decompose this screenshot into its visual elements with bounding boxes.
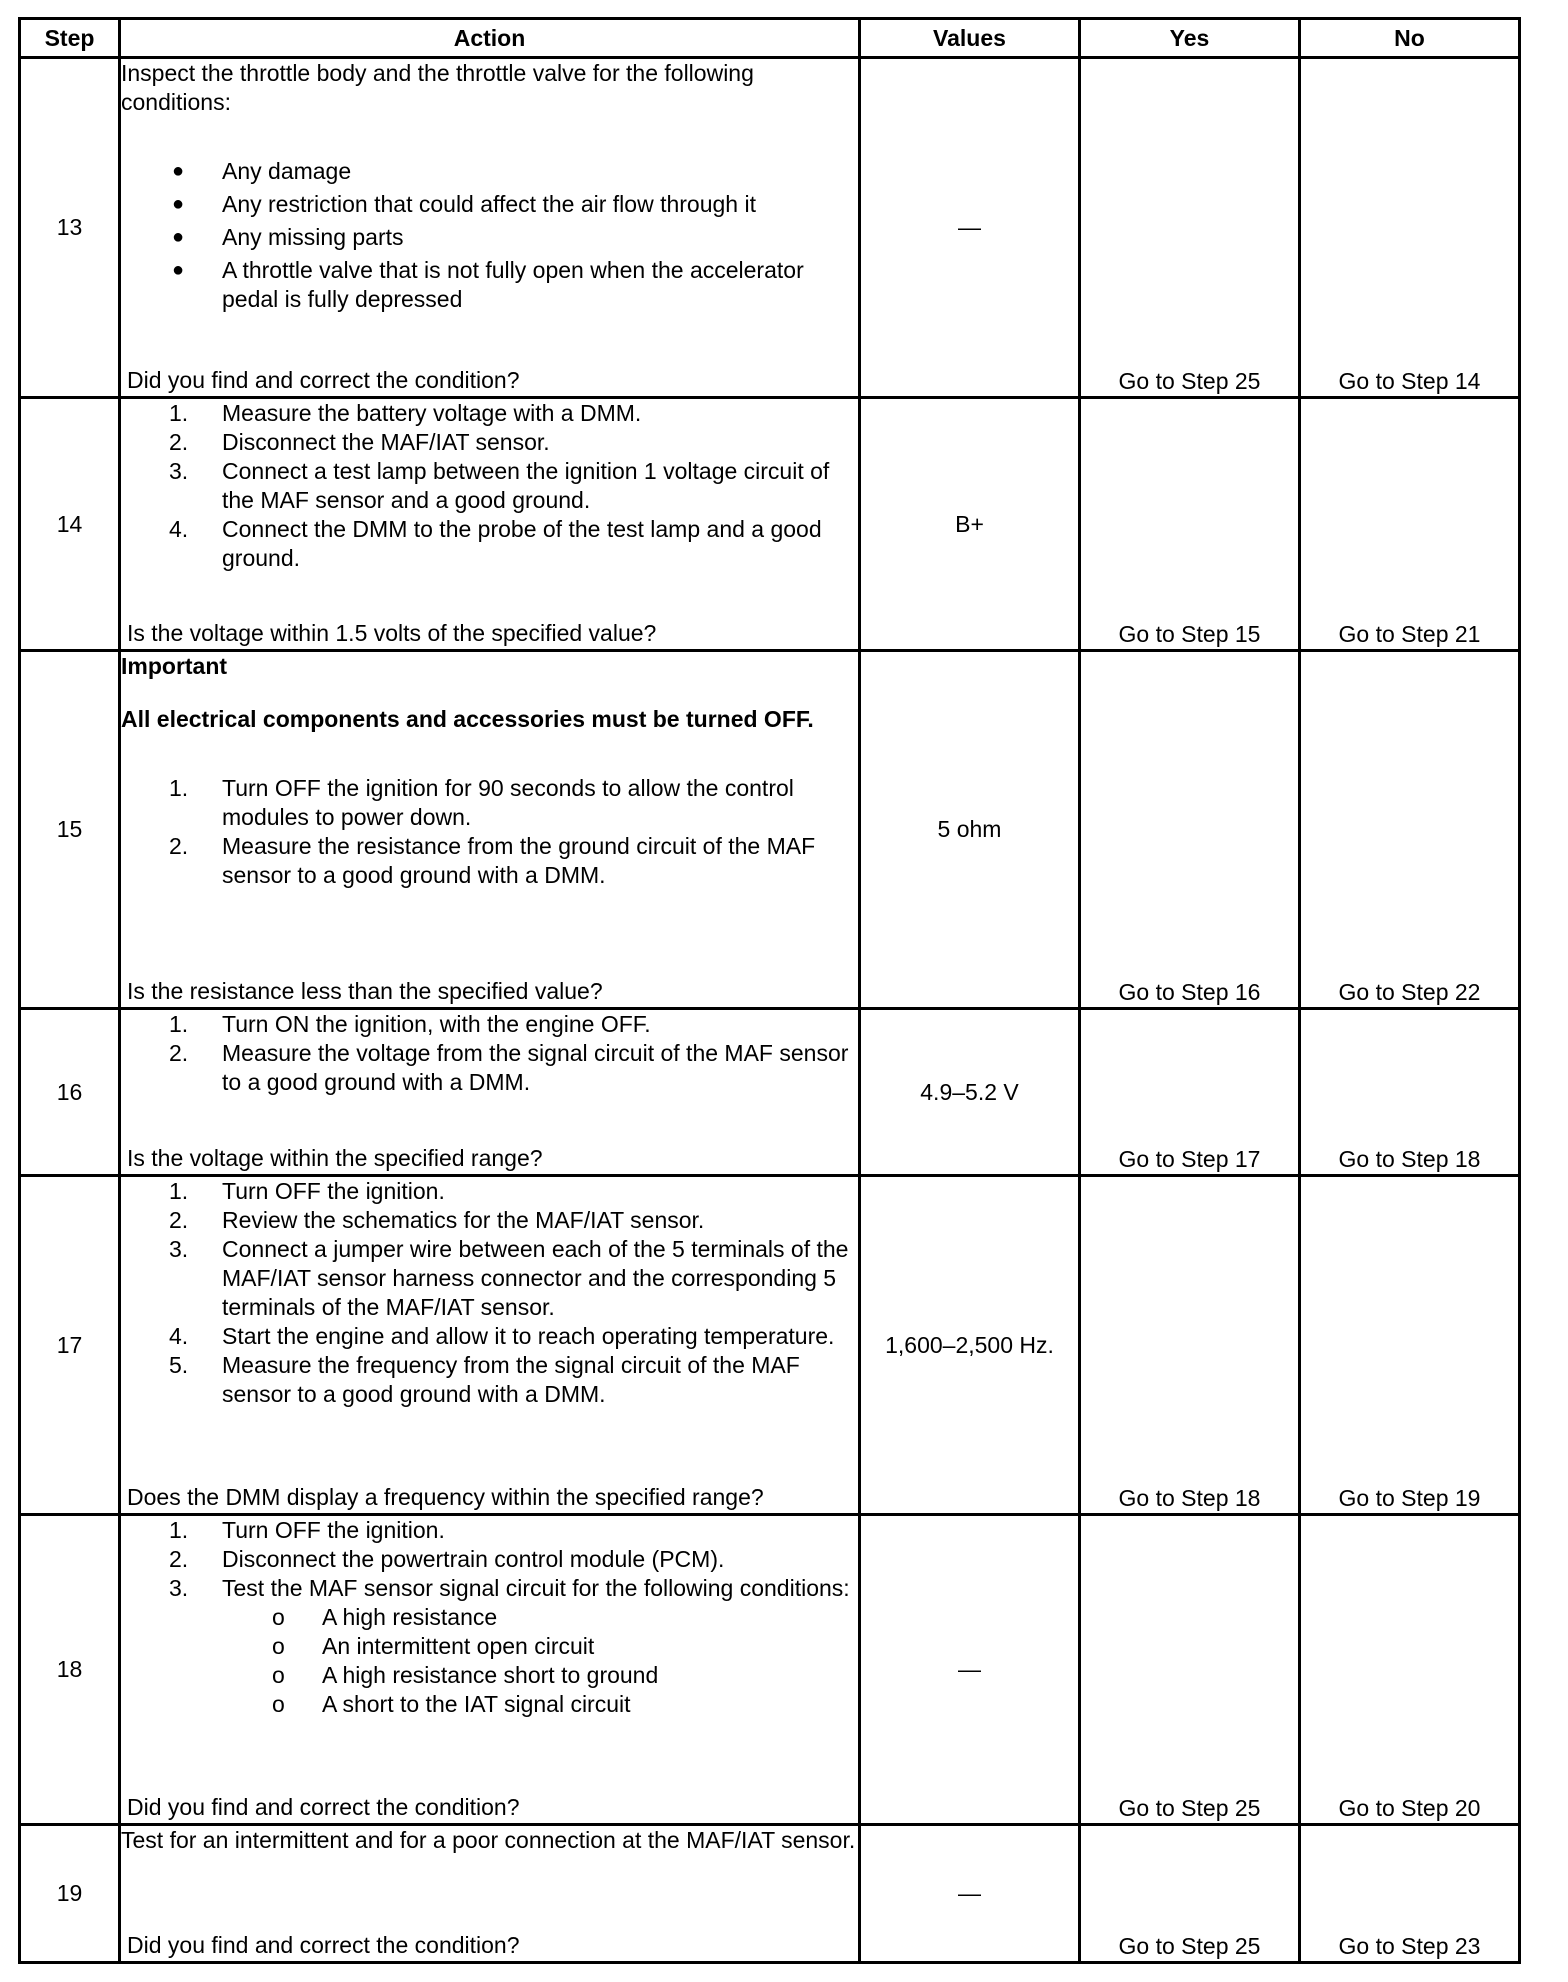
sub-list-item-text: A short to the IAT signal circuit: [322, 1691, 631, 1717]
table-row-step-17: [20, 1176, 1520, 1515]
header-action: Action: [120, 19, 860, 58]
action-cell: [120, 1009, 860, 1176]
header-step: Step: [20, 19, 120, 58]
value-cell: —: [860, 58, 1080, 398]
action-question: Is the voltage within 1.5 volts of the specified value?: [127, 620, 657, 646]
action-cell: [120, 398, 860, 651]
yes-link[interactable]: Go to Step 25: [1080, 58, 1300, 398]
procedure-list: [121, 774, 858, 890]
action-intro: Inspect the throttle body and the throttle valve for the following conditions:: [121, 60, 754, 115]
no-link[interactable]: Go to Step 21: [1300, 398, 1520, 651]
header-no: No: [1300, 19, 1520, 58]
action-question: Is the voltage within the specified range?: [127, 1145, 543, 1171]
step-number: 13: [20, 58, 120, 398]
item-number: 3.: [169, 1575, 189, 1601]
action-question: Did you find and correct the condition?: [127, 367, 520, 393]
item-number: 2.: [169, 833, 189, 859]
yes-link[interactable]: Go to Step 15: [1080, 398, 1300, 651]
step-number: 19: [20, 1825, 120, 1963]
sub-list-item: [121, 1690, 858, 1719]
list-item-text: Disconnect the powertrain control module (PCM).: [222, 1546, 725, 1572]
value-cell: —: [860, 1515, 1080, 1825]
list-item: [121, 256, 858, 314]
list-item: [121, 1235, 858, 1322]
sub-list-item: [121, 1603, 858, 1632]
yes-link[interactable]: Go to Step 18: [1080, 1176, 1300, 1515]
action-cell: [120, 1515, 860, 1825]
list-item-text: Any missing parts: [222, 224, 404, 250]
action-cell: [120, 651, 860, 1009]
no-link[interactable]: Go to Step 23: [1300, 1825, 1520, 1963]
list-item: [121, 1177, 858, 1206]
value-cell: 4.9–5.2 V: [860, 1009, 1080, 1176]
list-item-text: Disconnect the MAF/IAT sensor.: [222, 429, 550, 455]
list-item: [121, 1010, 858, 1039]
list-item-text: Turn OFF the ignition.: [222, 1517, 445, 1543]
action-question: Did you find and correct the condition?: [127, 1932, 520, 1958]
step-number: 15: [20, 651, 120, 1009]
item-number: 2.: [169, 1207, 189, 1233]
action-question: Is the resistance less than the specified value?: [127, 978, 603, 1004]
list-item-text: Measure the battery voltage with a DMM.: [222, 400, 642, 426]
list-item-text: Any restriction that could affect the air flow through it: [222, 191, 756, 217]
list-item: [121, 774, 858, 832]
value-cell: 5 ohm: [860, 651, 1080, 1009]
circle-bullet-icon: o: [272, 1604, 285, 1630]
no-link[interactable]: Go to Step 20: [1300, 1515, 1520, 1825]
sub-list-item-text: A high resistance short to ground: [322, 1662, 659, 1688]
sub-list-item-text: A high resistance: [322, 1604, 498, 1630]
table-row-step-19: [20, 1825, 1520, 1963]
list-item: [121, 1206, 858, 1235]
step-number: 18: [20, 1515, 120, 1825]
circle-bullet-icon: o: [272, 1691, 285, 1717]
action-intro: Test for an intermittent and for a poor connection at the MAF/IAT sensor.: [121, 1827, 856, 1853]
item-number: 2.: [169, 1546, 189, 1572]
list-item: [121, 1574, 858, 1719]
list-item: [121, 1351, 858, 1409]
table-row-step-18: [20, 1515, 1520, 1825]
header-row: [20, 19, 1520, 58]
procedure-list: [121, 1516, 858, 1719]
list-item: [121, 457, 858, 515]
list-item-text: Any damage: [222, 158, 352, 184]
table-row-step-16: [20, 1009, 1520, 1176]
spacer: [121, 734, 858, 774]
list-item: [121, 157, 858, 186]
item-number: 3.: [169, 1236, 189, 1262]
list-item-text: Connect the DMM to the probe of the test lamp and a good ground.: [222, 516, 822, 571]
value-cell: 1,600–2,500 Hz.: [860, 1176, 1080, 1515]
value-cell: —: [860, 1825, 1080, 1963]
yes-link[interactable]: Go to Step 16: [1080, 651, 1300, 1009]
step-number: 16: [20, 1009, 120, 1176]
condition-list: [121, 157, 858, 314]
no-link[interactable]: Go to Step 14: [1300, 58, 1520, 398]
list-item: [121, 515, 858, 573]
list-item-text: Test the MAF sensor signal circuit for the following conditions:: [222, 1575, 850, 1601]
action-cell: [120, 1825, 860, 1963]
circle-bullet-icon: o: [272, 1662, 285, 1688]
procedure-list: [121, 399, 858, 573]
value-cell: B+: [860, 398, 1080, 651]
list-item: [121, 399, 858, 428]
item-number: 5.: [169, 1352, 189, 1378]
list-item: [121, 190, 858, 219]
circle-bullet-icon: o: [272, 1633, 285, 1659]
bullet-icon: ●: [172, 160, 185, 182]
header-yes: Yes: [1080, 19, 1300, 58]
list-item-text: Connect a jumper wire between each of the 5 terminals of the MAF/IAT sensor harness connector and the corresponding 5 terminals of the MAF/IAT sensor.: [222, 1236, 849, 1320]
list-item: [121, 428, 858, 457]
spacer: [121, 681, 858, 705]
list-item-text: A throttle valve that is not fully open when the accelerator pedal is fully depressed: [222, 257, 804, 312]
list-item-text: Measure the voltage from the signal circuit of the MAF sensor to a good ground with a DMM.: [222, 1040, 849, 1095]
procedure-list: [121, 1010, 858, 1097]
sub-list-item: [121, 1661, 858, 1690]
list-item-text: Measure the resistance from the ground circuit of the MAF sensor to a good ground with a DMM.: [222, 833, 816, 888]
header-values: Values: [860, 19, 1080, 58]
step-number: 17: [20, 1176, 120, 1515]
item-number: 2.: [169, 429, 189, 455]
list-item-text: Start the engine and allow it to reach operating temperature.: [222, 1323, 835, 1349]
sub-list-item: [121, 1632, 858, 1661]
item-number: 1.: [169, 1178, 189, 1204]
yes-link[interactable]: Go to Step 25: [1080, 1825, 1300, 1963]
sub-condition-list: [222, 1603, 858, 1719]
table-row-step-14: [20, 398, 1520, 651]
yes-link[interactable]: Go to Step 17: [1080, 1009, 1300, 1176]
bullet-icon: ●: [172, 259, 185, 281]
list-item: [121, 832, 858, 890]
list-item: [121, 1039, 858, 1097]
list-item-text: Measure the frequency from the signal circuit of the MAF sensor to a good ground with a DMM.: [222, 1352, 800, 1407]
bullet-icon: ●: [172, 193, 185, 215]
item-number: 1.: [169, 775, 189, 801]
list-item-text: Review the schematics for the MAF/IAT sensor.: [222, 1207, 705, 1233]
action-cell: [120, 58, 860, 398]
no-link[interactable]: Go to Step 18: [1300, 1009, 1520, 1176]
item-number: 1.: [169, 1011, 189, 1037]
list-item: [121, 1322, 858, 1351]
spacer: [121, 117, 858, 157]
list-item-text: Connect a test lamp between the ignition 1 voltage circuit of the MAF sensor and a good ground.: [222, 458, 830, 513]
list-item-text: Turn OFF the ignition.: [222, 1178, 445, 1204]
action-question: Does the DMM display a frequency within the specified range?: [127, 1484, 764, 1510]
table-row-step-15: [20, 651, 1520, 1009]
item-number: 4.: [169, 516, 189, 542]
item-number: 1.: [169, 1517, 189, 1543]
list-item-text: Turn ON the ignition, with the engine OFF.: [222, 1011, 651, 1037]
no-link[interactable]: Go to Step 19: [1300, 1176, 1520, 1515]
action-cell: [120, 1176, 860, 1515]
no-link[interactable]: Go to Step 22: [1300, 651, 1520, 1009]
item-number: 1.: [169, 400, 189, 426]
procedure-list: [121, 1177, 858, 1409]
sub-list-item-text: An intermittent open circuit: [322, 1633, 595, 1659]
diagnostic-table: [18, 17, 1521, 1964]
table-row-step-13: [20, 58, 1520, 398]
action-question: Did you find and correct the condition?: [127, 1794, 520, 1820]
item-number: 3.: [169, 458, 189, 484]
list-item: [121, 1545, 858, 1574]
list-item: [121, 223, 858, 252]
step-number: 14: [20, 398, 120, 651]
item-number: 2.: [169, 1040, 189, 1066]
important-label: Important: [121, 653, 228, 679]
list-item: [121, 1516, 858, 1545]
yes-link[interactable]: Go to Step 25: [1080, 1515, 1300, 1825]
item-number: 4.: [169, 1323, 189, 1349]
list-item-text: Turn OFF the ignition for 90 seconds to allow the control modules to power down.: [222, 775, 794, 830]
important-text: All electrical components and accessories must be turned OFF.: [121, 706, 814, 732]
bullet-icon: ●: [172, 226, 185, 248]
